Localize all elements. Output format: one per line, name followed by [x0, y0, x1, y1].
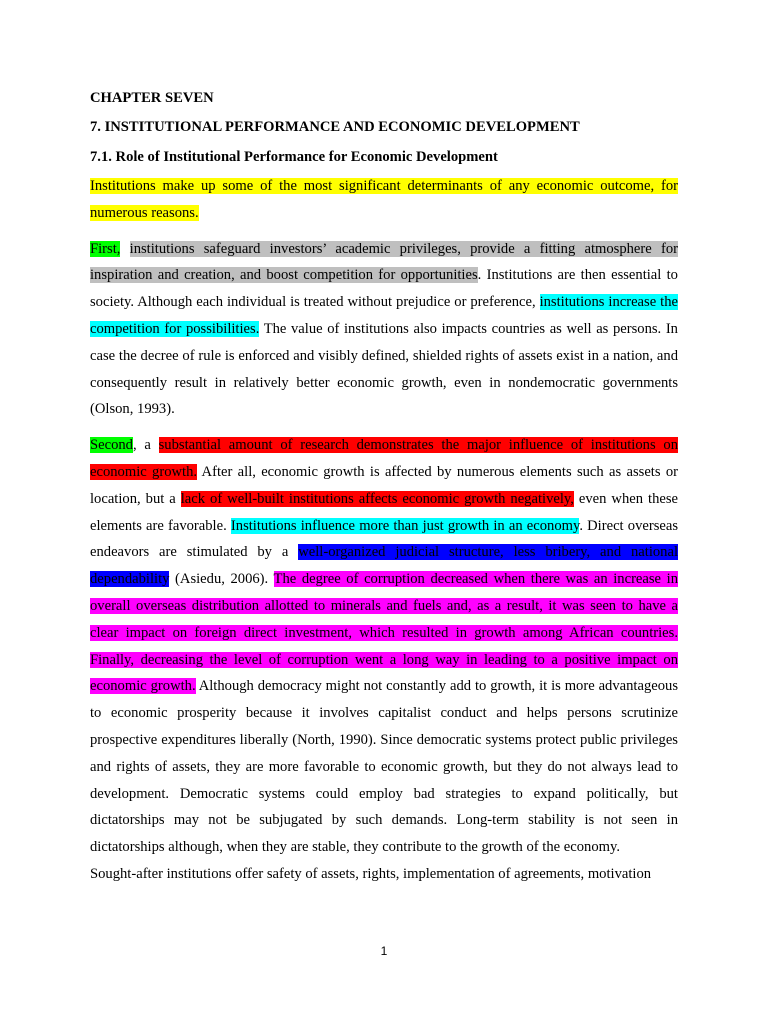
highlight-green: First, [90, 240, 121, 257]
highlight-cyan: Institutions influence more than just growth in an economy [230, 517, 580, 534]
text-run: (Asiedu, 2006). [169, 571, 274, 588]
subsection-title: 7.1. Role of Institutional Performance for Economic Development [90, 149, 498, 165]
highlight-blue: well-organized judicial structure, less bribery, and national dependability [90, 544, 678, 588]
highlight-red: lack of well-built institutions affects economic growth negatively, [180, 490, 574, 507]
text-run: After all, economic growth is affected by numerous elements such as assets or location, but a [90, 463, 678, 507]
document-page [90, 88, 678, 888]
paragraph [90, 173, 678, 227]
text-run: . Institutions are then essential to society. Although each individual is treated without prejudice or preference, [90, 267, 678, 311]
highlight-yellow: Institutions make up some of the most significant determinants of any economic outcome, for numerous reasons. [90, 178, 678, 221]
paragraph [90, 236, 678, 424]
highlight-magenta: The degree of corruption decreased when there was an increase in overall overseas distribution allotted to minerals and fuels and, as a result, it was seen to have a clear impact on foreign direct investment, which resulted in growth among African countries. Finally, decreasing the level of corruption went a long way in leading to a positive impact on economic growth. [90, 571, 678, 695]
highlight-red: substantial amount of research demonstrates the major influence of institutions on economic growth. [90, 437, 678, 480]
body-text [90, 173, 678, 888]
text-run: even when these elements are favorable. [90, 490, 679, 534]
page-number: 1 [380, 944, 388, 958]
text-run: . Direct overseas endeavors are stimulated by a [90, 517, 679, 561]
text-run [120, 241, 129, 257]
section-title: 7. INSTITUTIONAL PERFORMANCE AND ECONOMIC DEVELOPMENT [90, 119, 580, 135]
paragraph [90, 432, 678, 861]
text-run: , a [132, 437, 159, 454]
chapter-title: CHAPTER SEVEN [90, 90, 214, 106]
paragraph [90, 861, 678, 888]
highlight-green: Second [90, 437, 133, 454]
text-run: The value of institutions also impacts countries as well as persons. In case the decree of rule is enforced and visibly defined, shielded rights of assets exist in a nation, and consequently result in relatively better economic growth, even in nondemocratic governments (Olson, 1993). [90, 320, 678, 418]
text-run: Sought-after institutions offer safety of assets, rights, implementation of agreements, motivation [90, 865, 652, 882]
highlight-cyan: institutions increase the competition for possibilities. [90, 294, 678, 337]
highlight-gray: institutions safeguard investors’ academic privileges, provide a fitting atmosphere for inspiration and creation, and boost competition for opportunities [90, 240, 678, 284]
text-run: Although democracy might not constantly add to growth, it is more advantageous to economic prosperity because it involves capitalist conduct and helps persons scrutinize prospective expenditures liberally (North, 1990). Since democratic systems protect public privileges and rights of assets, they are more favorable to economic growth, but they do not always lead to development. Democratic systems could employ bad strategies to expand politically, but dictatorships may not be subjugated by such demands. Long-term stability is not seen in dictatorships although, when they are stable, they contribute to the growth of the economy. [90, 678, 679, 856]
